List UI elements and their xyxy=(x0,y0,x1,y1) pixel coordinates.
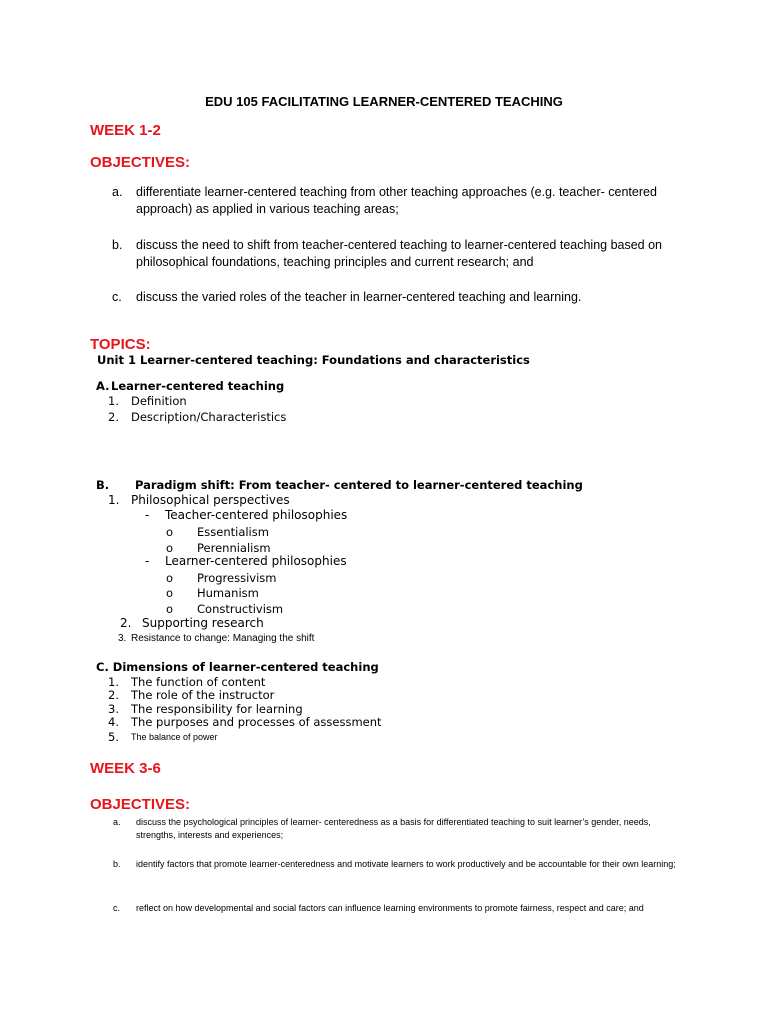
objective-text: identify factors that promote learner-centeredness and motivate learners to work productively and be accountable for their own learning; xyxy=(136,859,676,869)
section-a-marker: A. xyxy=(96,379,110,393)
objective-marker: b. xyxy=(113,859,121,869)
bullet-marker: o xyxy=(166,571,174,585)
list-marker: 5. xyxy=(108,730,119,744)
objective-marker: c. xyxy=(112,290,122,304)
bullet-marker: o xyxy=(166,602,174,616)
list-marker: 2. xyxy=(120,616,132,630)
objective-text: discuss the need to shift from teacher-centered teaching to learner-centered teaching based on philosophical foundations, teaching principles and current research; and xyxy=(136,238,663,269)
objectives-heading: OBJECTIVES: xyxy=(90,154,191,171)
unit-heading: Unit 1 Learner-centered teaching: Foundations and characteristics xyxy=(97,353,530,367)
sub-item-teacher-centered: Teacher-centered philosophies xyxy=(165,508,348,522)
objective-marker: c. xyxy=(113,903,121,913)
list-item-characteristics: Description/Characteristics xyxy=(131,410,287,424)
list-item-responsibility: The responsibility for learning xyxy=(131,702,303,716)
list-marker: 1. xyxy=(108,394,119,408)
list-item-balance-of-power: The balance of power xyxy=(131,732,218,742)
objectives-heading-2: OBJECTIVES: xyxy=(90,796,191,813)
list-item-resistance-to-change: Resistance to change: Managing the shift xyxy=(131,633,315,644)
list-item-supporting-research: Supporting research xyxy=(142,616,264,630)
section-a-heading: Learner-centered teaching xyxy=(111,379,285,393)
list-marker: 3. xyxy=(108,702,119,716)
document-title: EDU 105 FACILITATING LEARNER-CENTERED TEACHING xyxy=(205,94,563,109)
dash-marker: - xyxy=(145,554,150,568)
list-marker: 1. xyxy=(108,675,119,689)
objective-text: reflect on how developmental and social factors can influence learning environments to promote fairness, respect and care; and xyxy=(136,903,644,913)
list-item-function-of-content: The function of content xyxy=(131,675,266,689)
sub-item-learner-centered: Learner-centered philosophies xyxy=(165,554,347,568)
dash-marker: - xyxy=(145,508,150,522)
bullet-marker: o xyxy=(166,525,174,539)
list-marker: 3. xyxy=(118,633,127,644)
week-1-2-heading: WEEK 1-2 xyxy=(90,122,161,139)
bullet-item-essentialism: Essentialism xyxy=(197,525,269,539)
week-3-6-heading: WEEK 3-6 xyxy=(90,760,161,777)
bullet-item-humanism: Humanism xyxy=(197,586,259,600)
list-marker: 2. xyxy=(108,410,119,424)
section-b-marker: B. xyxy=(96,478,110,492)
section-b-heading: Paradigm shift: From teacher- centered to learner-centered teaching xyxy=(135,478,583,492)
bullet-item-progressivism: Progressivism xyxy=(197,571,277,585)
bullet-marker: o xyxy=(166,586,174,600)
bullet-item-constructivism: Constructivism xyxy=(197,602,284,616)
objective-marker: b. xyxy=(112,238,123,252)
objective-text: discuss the psychological principles of learner- centeredness as a basis for differentiated teaching to suit learner’s gender, needs, strengths, interests and experiences; xyxy=(136,817,651,840)
list-marker: 1. xyxy=(108,493,120,507)
list-item-role-of-instructor: The role of the instructor xyxy=(131,688,275,702)
list-marker: 4. xyxy=(108,715,119,729)
list-item-philosophical-perspectives: Philosophical perspectives xyxy=(131,493,290,507)
topics-heading: TOPICS: xyxy=(90,336,151,353)
list-marker: 2. xyxy=(108,688,119,702)
list-item-definition: Definition xyxy=(131,394,187,408)
bullet-marker: o xyxy=(166,541,174,555)
bullet-item-perennialism: Perennialism xyxy=(197,541,271,555)
objective-text: differentiate learner-centered teaching from other teaching approaches (e.g. teacher- centered approach) as applied in various teaching areas; xyxy=(136,185,657,216)
objective-marker: a. xyxy=(112,185,123,199)
objective-marker: a. xyxy=(113,817,121,827)
objective-text: discuss the varied roles of the teacher in learner-centered teaching and learning. xyxy=(136,290,582,304)
list-item-assessment: The purposes and processes of assessment xyxy=(131,715,382,729)
section-c-heading: C. Dimensions of learner-centered teaching xyxy=(96,660,379,674)
